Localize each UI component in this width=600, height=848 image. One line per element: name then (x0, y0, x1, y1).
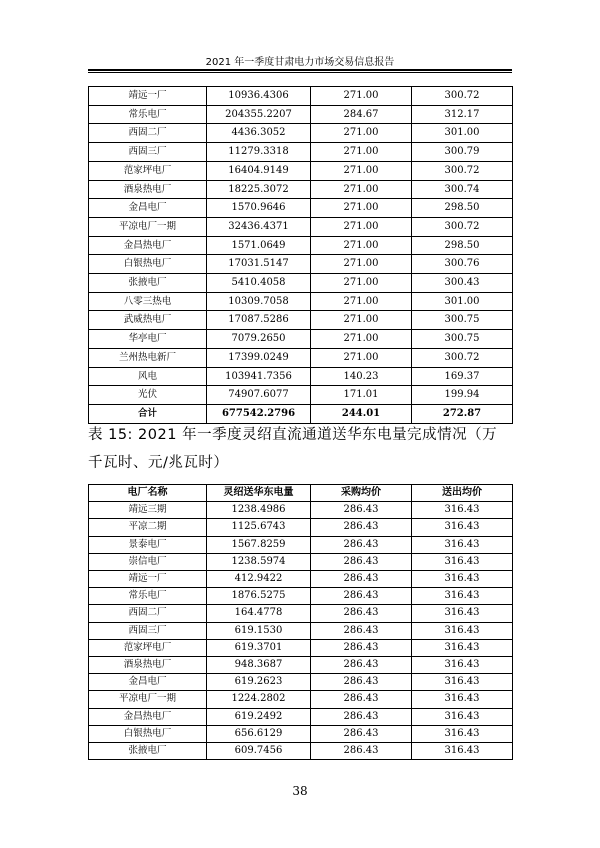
cell-energy: 619.2623 (207, 674, 311, 691)
cell-plant: 金昌热电厂 (89, 708, 207, 725)
table-row (89, 743, 513, 760)
cell-energy: 1238.4986 (207, 502, 311, 519)
cell-plant: 西固三厂 (89, 143, 207, 162)
cell-energy: 10309.7058 (207, 292, 311, 311)
cell-plant: 平凉电厂一期 (89, 217, 207, 236)
cell-purchase-price: 286.43 (311, 691, 412, 708)
cell-plant: 张掖电厂 (89, 743, 207, 760)
table-row (89, 691, 513, 708)
col-header-energy: 灵绍送华东电量 (207, 485, 311, 502)
cell-send-price: 316.43 (412, 743, 513, 760)
cell-send-price: 300.72 (412, 217, 513, 236)
cell-send-price: 300.72 (412, 348, 513, 367)
cell-energy: 11279.3318 (207, 143, 311, 162)
table-row (89, 255, 513, 274)
cell-energy: 619.3701 (207, 639, 311, 656)
table-caption-line2: 千瓦时、元/兆瓦时） (88, 455, 229, 471)
cell-purchase-price: 271.00 (311, 180, 412, 199)
cell-energy: 412.9422 (207, 571, 311, 588)
cell-purchase-price: 271.00 (311, 199, 412, 218)
table-row (89, 657, 513, 674)
cell-energy: 103941.7356 (207, 367, 311, 386)
cell-send-price: 316.43 (412, 708, 513, 725)
cell-send-price: 316.43 (412, 639, 513, 656)
cell-plant: 靖远三期 (89, 502, 207, 519)
cell-plant: 西固三厂 (89, 622, 207, 639)
cell-send-price: 316.43 (412, 571, 513, 588)
page-header: 2021 年一季度甘肃电力市场交易信息报告 (205, 57, 395, 68)
table-row (89, 348, 513, 367)
cell-plant: 武威热电厂 (89, 311, 207, 330)
table-14-continued (88, 86, 513, 424)
cell-energy: 204355.2207 (207, 105, 311, 124)
cell-energy: 1224.2802 (207, 691, 311, 708)
table-row (89, 536, 513, 553)
col-header-send-price: 送出均价 (412, 485, 513, 502)
cell-plant: 平凉电厂一期 (89, 691, 207, 708)
cell-energy: 164.4778 (207, 605, 311, 622)
cell-send-price: 300.79 (412, 143, 513, 162)
cell-plant: 常乐电厂 (89, 105, 207, 124)
cell-purchase-price: 284.67 (311, 105, 412, 124)
cell-plant: 白银热电厂 (89, 255, 207, 274)
cell-send-price: 300.74 (412, 180, 513, 199)
cell-purchase-price: 244.01 (311, 404, 412, 423)
table-row (89, 87, 513, 106)
cell-purchase-price: 286.43 (311, 536, 412, 553)
cell-energy: 7079.2650 (207, 330, 311, 349)
cell-send-price: 301.00 (412, 124, 513, 143)
table-row (89, 571, 513, 588)
cell-send-price: 300.75 (412, 311, 513, 330)
table-row (89, 199, 513, 218)
cell-energy: 1876.5275 (207, 588, 311, 605)
cell-plant: 靖远一厂 (89, 571, 207, 588)
cell-send-price: 316.43 (412, 588, 513, 605)
table-row (89, 553, 513, 570)
cell-energy: 16404.9149 (207, 161, 311, 180)
cell-send-price: 199.94 (412, 386, 513, 405)
table-row (89, 605, 513, 622)
cell-purchase-price: 271.00 (311, 292, 412, 311)
cell-energy: 4436.3052 (207, 124, 311, 143)
table-row (89, 708, 513, 725)
cell-send-price: 300.72 (412, 161, 513, 180)
cell-plant: 酒泉热电厂 (89, 180, 207, 199)
cell-purchase-price: 271.00 (311, 274, 412, 293)
header-rule (88, 69, 512, 71)
cell-energy: 18225.3072 (207, 180, 311, 199)
cell-purchase-price: 271.00 (311, 217, 412, 236)
cell-send-price: 300.76 (412, 255, 513, 274)
cell-energy: 1567.8259 (207, 536, 311, 553)
cell-purchase-price: 286.43 (311, 588, 412, 605)
cell-purchase-price: 271.00 (311, 330, 412, 349)
col-header-purchase-price: 采购均价 (311, 485, 412, 502)
cell-purchase-price: 271.00 (311, 236, 412, 255)
cell-send-price: 300.75 (412, 330, 513, 349)
cell-energy: 32436.4371 (207, 217, 311, 236)
page-number: 38 (292, 784, 308, 798)
cell-plant: 金昌电厂 (89, 674, 207, 691)
cell-plant: 范家坪电厂 (89, 161, 207, 180)
header-rule-thin (88, 72, 512, 73)
cell-purchase-price: 171.01 (311, 386, 412, 405)
cell-energy: 17087.5286 (207, 311, 311, 330)
table-15 (88, 484, 513, 760)
table-row (89, 622, 513, 639)
table-row (89, 367, 513, 386)
cell-send-price: 316.43 (412, 536, 513, 553)
cell-plant: 靖远一厂 (89, 87, 207, 106)
cell-send-price: 272.87 (412, 404, 513, 423)
cell-send-price: 298.50 (412, 199, 513, 218)
cell-energy: 5410.4058 (207, 274, 311, 293)
cell-energy: 17031.5147 (207, 255, 311, 274)
cell-send-price: 298.50 (412, 236, 513, 255)
table-row (89, 725, 513, 742)
table-row (89, 105, 513, 124)
cell-plant: 西固二厂 (89, 605, 207, 622)
table-row (89, 674, 513, 691)
cell-energy: 609.7456 (207, 743, 311, 760)
cell-send-price: 316.43 (412, 553, 513, 570)
cell-purchase-price: 286.43 (311, 725, 412, 742)
table-row (89, 519, 513, 536)
cell-purchase-price: 286.43 (311, 674, 412, 691)
cell-plant: 八零三热电 (89, 292, 207, 311)
cell-plant: 张掖电厂 (89, 274, 207, 293)
table-row (89, 161, 513, 180)
cell-send-price: 316.43 (412, 622, 513, 639)
cell-plant: 合计 (89, 404, 207, 423)
cell-send-price: 316.43 (412, 605, 513, 622)
cell-send-price: 316.43 (412, 657, 513, 674)
cell-energy: 619.2492 (207, 708, 311, 725)
table-row (89, 386, 513, 405)
cell-purchase-price: 286.43 (311, 571, 412, 588)
cell-purchase-price: 271.00 (311, 143, 412, 162)
cell-send-price: 316.43 (412, 519, 513, 536)
cell-plant: 风电 (89, 367, 207, 386)
cell-energy: 948.3687 (207, 657, 311, 674)
cell-plant: 白银热电厂 (89, 725, 207, 742)
table-row (89, 404, 513, 423)
cell-purchase-price: 286.43 (311, 519, 412, 536)
cell-send-price: 316.43 (412, 502, 513, 519)
table-row (89, 143, 513, 162)
cell-energy: 1570.9646 (207, 199, 311, 218)
cell-purchase-price: 271.00 (311, 161, 412, 180)
cell-send-price: 312.17 (412, 105, 513, 124)
cell-energy: 619.1530 (207, 622, 311, 639)
cell-purchase-price: 286.43 (311, 605, 412, 622)
table-row (89, 124, 513, 143)
cell-purchase-price: 286.43 (311, 708, 412, 725)
cell-purchase-price: 271.00 (311, 311, 412, 330)
table-row (89, 639, 513, 656)
cell-energy: 1238.5974 (207, 553, 311, 570)
table-header-row (89, 485, 513, 502)
cell-plant: 崇信电厂 (89, 553, 207, 570)
cell-purchase-price: 271.00 (311, 348, 412, 367)
table-row (89, 292, 513, 311)
table-row (89, 588, 513, 605)
cell-send-price: 316.43 (412, 725, 513, 742)
table-row (89, 274, 513, 293)
cell-plant: 西固二厂 (89, 124, 207, 143)
cell-purchase-price: 286.43 (311, 657, 412, 674)
table-row (89, 502, 513, 519)
table-row (89, 180, 513, 199)
cell-purchase-price: 140.23 (311, 367, 412, 386)
cell-energy: 74907.6077 (207, 386, 311, 405)
cell-purchase-price: 286.43 (311, 502, 412, 519)
cell-send-price: 300.43 (412, 274, 513, 293)
cell-energy: 656.6129 (207, 725, 311, 742)
cell-energy: 10936.4306 (207, 87, 311, 106)
cell-purchase-price: 286.43 (311, 553, 412, 570)
cell-purchase-price: 271.00 (311, 87, 412, 106)
cell-purchase-price: 286.43 (311, 743, 412, 760)
cell-energy: 1125.6743 (207, 519, 311, 536)
table-row (89, 311, 513, 330)
cell-plant: 酒泉热电厂 (89, 657, 207, 674)
cell-energy: 17399.0249 (207, 348, 311, 367)
cell-energy: 1571.0649 (207, 236, 311, 255)
cell-energy: 677542.2796 (207, 404, 311, 423)
cell-plant: 景泰电厂 (89, 536, 207, 553)
table-row (89, 217, 513, 236)
col-header-plant: 电厂名称 (89, 485, 207, 502)
cell-plant: 金昌电厂 (89, 199, 207, 218)
cell-plant: 范家坪电厂 (89, 639, 207, 656)
cell-send-price: 300.72 (412, 87, 513, 106)
table-caption-line1: 表 15: 2021 年一季度灵绍直流通道送华东电量完成情况（万 (88, 427, 498, 443)
cell-purchase-price: 271.00 (311, 255, 412, 274)
cell-plant: 平凉二期 (89, 519, 207, 536)
cell-plant: 常乐电厂 (89, 588, 207, 605)
cell-purchase-price: 271.00 (311, 124, 412, 143)
cell-send-price: 316.43 (412, 674, 513, 691)
cell-plant: 华亭电厂 (89, 330, 207, 349)
cell-send-price: 316.43 (412, 691, 513, 708)
cell-send-price: 301.00 (412, 292, 513, 311)
cell-plant: 兰州热电新厂 (89, 348, 207, 367)
table-row (89, 330, 513, 349)
cell-plant: 金昌热电厂 (89, 236, 207, 255)
cell-plant: 光伏 (89, 386, 207, 405)
cell-purchase-price: 286.43 (311, 639, 412, 656)
cell-send-price: 169.37 (412, 367, 513, 386)
table-row (89, 236, 513, 255)
cell-purchase-price: 286.43 (311, 622, 412, 639)
